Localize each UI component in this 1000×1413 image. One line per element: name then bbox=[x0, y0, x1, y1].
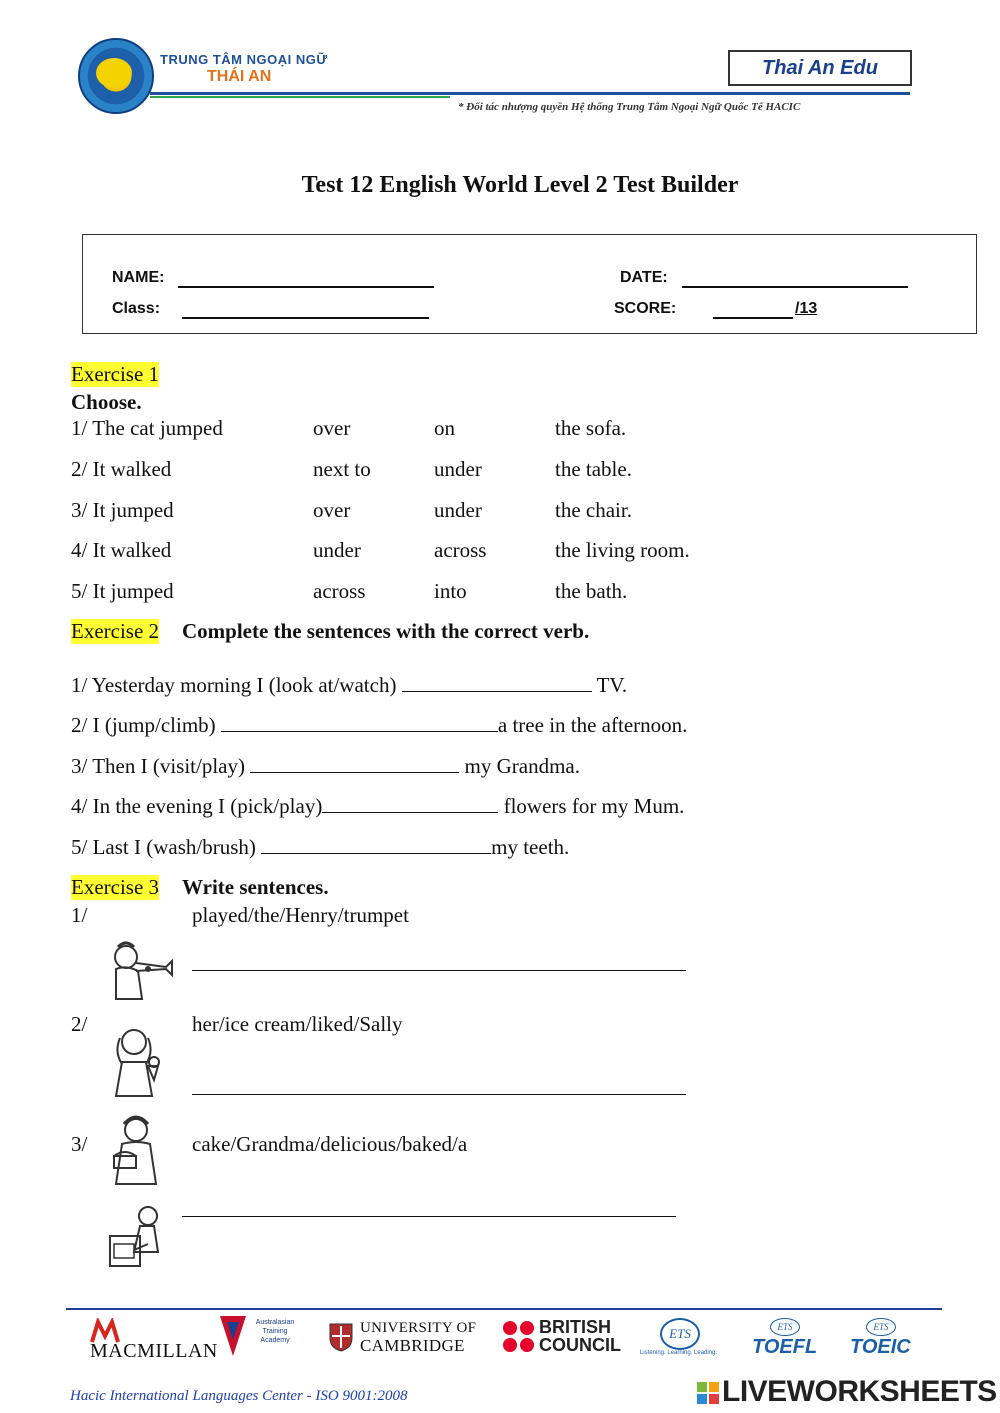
date-label: DATE: bbox=[620, 269, 668, 286]
ex1-item2-end: the table. bbox=[555, 457, 632, 481]
ex3-item2-answer-line[interactable] bbox=[192, 1094, 686, 1095]
ex3-item2-words: her/ice cream/liked/Sally bbox=[192, 1012, 403, 1036]
ex3-item2-number: 2/ bbox=[71, 1012, 88, 1036]
macmillan-logo: MACMILLAN bbox=[90, 1340, 218, 1362]
exercise2-instruction: Complete the sentences with the correct verb. bbox=[182, 619, 590, 643]
page-title: Test 12 English World Level 2 Test Builder bbox=[301, 172, 739, 198]
ex1-item5-option-b[interactable]: into bbox=[434, 579, 467, 603]
ex2-item3-blank[interactable] bbox=[250, 754, 459, 773]
liveworksheets-icon bbox=[697, 1382, 719, 1404]
name-label: NAME: bbox=[112, 269, 165, 286]
ex2-item5-before: 5/ Last I (wash/brush) bbox=[71, 835, 256, 859]
cambridge-logo-line1: UNIVERSITY OF bbox=[360, 1320, 477, 1336]
ex2-item3-before: 3/ Then I (visit/play) bbox=[71, 754, 245, 778]
ex3-item3-number: 3/ bbox=[71, 1132, 88, 1156]
ata-logo: Australasian Training Academy bbox=[255, 1319, 295, 1344]
exercise3-instruction: Write sentences. bbox=[182, 875, 329, 899]
ex1-item4-option-a[interactable]: under bbox=[313, 538, 361, 562]
exercise3-label: Exercise 3 bbox=[71, 875, 160, 899]
trumpet-boy-illustration bbox=[100, 935, 178, 1007]
cambridge-logo-line2: CAMBRIDGE bbox=[360, 1336, 465, 1355]
ex1-item5-end: the bath. bbox=[555, 579, 628, 603]
ex1-item4-stem: 4/ It walked bbox=[71, 538, 172, 562]
brand-name-line2: THÁI AN bbox=[207, 68, 272, 85]
ex1-item4-end: the living room. bbox=[555, 538, 690, 562]
ex3-item1-words: played/the/Henry/trumpet bbox=[192, 903, 409, 927]
ex1-item2-option-b[interactable]: under bbox=[434, 457, 482, 481]
score-total: /13 bbox=[795, 300, 818, 317]
ex2-item2-blank[interactable] bbox=[221, 713, 498, 732]
british-council-logo-line2: COUNCIL bbox=[539, 1335, 621, 1355]
header-divider bbox=[150, 92, 910, 95]
score-field[interactable] bbox=[713, 303, 793, 319]
ex2-item5 bbox=[71, 835, 569, 860]
ex3-item3-words: cake/Grandma/delicious/baked/a bbox=[192, 1132, 468, 1156]
ex1-item4-option-b[interactable]: across bbox=[434, 538, 487, 562]
exercise1-instruction: Choose. bbox=[71, 390, 142, 414]
ex2-item5-blank[interactable] bbox=[261, 835, 491, 854]
ex1-item1-end: the sofa. bbox=[555, 416, 627, 440]
grandma-cake-illustration bbox=[104, 1112, 166, 1192]
baking-illustration bbox=[104, 1200, 174, 1280]
ex1-item5-option-a[interactable]: across bbox=[313, 579, 366, 603]
exercise2-label: Exercise 2 bbox=[71, 619, 160, 643]
toefl-logo: TOEFL bbox=[752, 1336, 818, 1358]
footer-center-text: Hacic International Languages Center - ISO 9001:2008 bbox=[70, 1388, 408, 1404]
ex1-item2-stem: 2/ It walked bbox=[71, 457, 172, 481]
british-council-logo-line1: BRITISH bbox=[539, 1317, 611, 1337]
ex2-item3 bbox=[71, 754, 580, 779]
ets-tagline: Listening. Learning. Leading. bbox=[640, 1350, 718, 1356]
ex2-item4-before: 4/ In the evening I (pick/play) bbox=[71, 794, 323, 818]
girl-ice-cream-illustration bbox=[108, 1022, 166, 1104]
liveworksheets-logo: LIVEWORKSHEETS bbox=[722, 1375, 997, 1408]
exercise1-label: Exercise 1 bbox=[71, 362, 160, 386]
toefl-ets-mark: ETS bbox=[770, 1318, 800, 1336]
ex2-item5-after: my teeth. bbox=[491, 835, 570, 859]
ex2-item3-after: my Grandma. bbox=[459, 754, 580, 778]
ex2-item2 bbox=[71, 713, 687, 738]
ex1-item5-stem: 5/ It jumped bbox=[71, 579, 174, 603]
score-label: SCORE: bbox=[614, 300, 677, 317]
ex2-item2-before: 2/ I (jump/climb) bbox=[71, 713, 216, 737]
ex1-item1-option-b[interactable]: on bbox=[434, 416, 455, 440]
header-divider-accent bbox=[150, 96, 450, 98]
ex2-item1-blank[interactable] bbox=[402, 673, 592, 692]
toeic-logo: TOEIC bbox=[850, 1336, 911, 1358]
date-field[interactable] bbox=[682, 272, 908, 288]
ex1-item3-option-a[interactable]: over bbox=[313, 498, 351, 522]
partner-note: * Đối tác nhượng quyền Hệ thống Trung Tâm Ngoại Ngữ Quốc Tế HACIC bbox=[458, 101, 801, 113]
ex2-item1-before: 1/ Yesterday morning I (look at/watch) bbox=[71, 673, 397, 697]
ex1-item1-stem: 1/ The cat jumped bbox=[71, 416, 223, 440]
ex2-item4-after: flowers for my Mum. bbox=[498, 794, 685, 818]
edu-badge: Thai An Edu bbox=[728, 50, 912, 86]
ex2-item4-blank[interactable] bbox=[322, 794, 498, 813]
toeic-ets-mark: ETS bbox=[866, 1318, 896, 1336]
footer-divider bbox=[66, 1308, 942, 1310]
ex1-item2-option-a[interactable]: next to bbox=[313, 457, 371, 481]
ets-logo: ETS bbox=[660, 1318, 700, 1350]
brand-name-line1: TRUNG TÂM NGOẠI NGỮ bbox=[160, 52, 328, 67]
ex1-item3-option-b[interactable]: under bbox=[434, 498, 482, 522]
cambridge-crest-icon bbox=[328, 1322, 354, 1352]
ex2-item2-after: a tree in the afternoon. bbox=[497, 713, 688, 737]
ex1-item1-option-a[interactable]: over bbox=[313, 416, 351, 440]
ex3-item3-answer-line[interactable] bbox=[182, 1216, 676, 1217]
ex3-item1-number: 1/ bbox=[71, 903, 88, 927]
name-field[interactable] bbox=[178, 272, 434, 288]
class-label: Class: bbox=[112, 300, 161, 317]
logo-emblem bbox=[96, 58, 132, 88]
ex2-item1 bbox=[71, 673, 627, 698]
ex2-item1-after: TV. bbox=[591, 673, 628, 697]
ex1-item3-stem: 3/ It jumped bbox=[71, 498, 174, 522]
class-field[interactable] bbox=[182, 303, 429, 319]
ex1-item3-end: the chair. bbox=[555, 498, 632, 522]
ex2-item4 bbox=[71, 794, 684, 819]
ex3-item1-answer-line[interactable] bbox=[192, 970, 686, 971]
british-council-dots-icon bbox=[502, 1320, 536, 1354]
ata-logo-icon bbox=[218, 1314, 248, 1358]
